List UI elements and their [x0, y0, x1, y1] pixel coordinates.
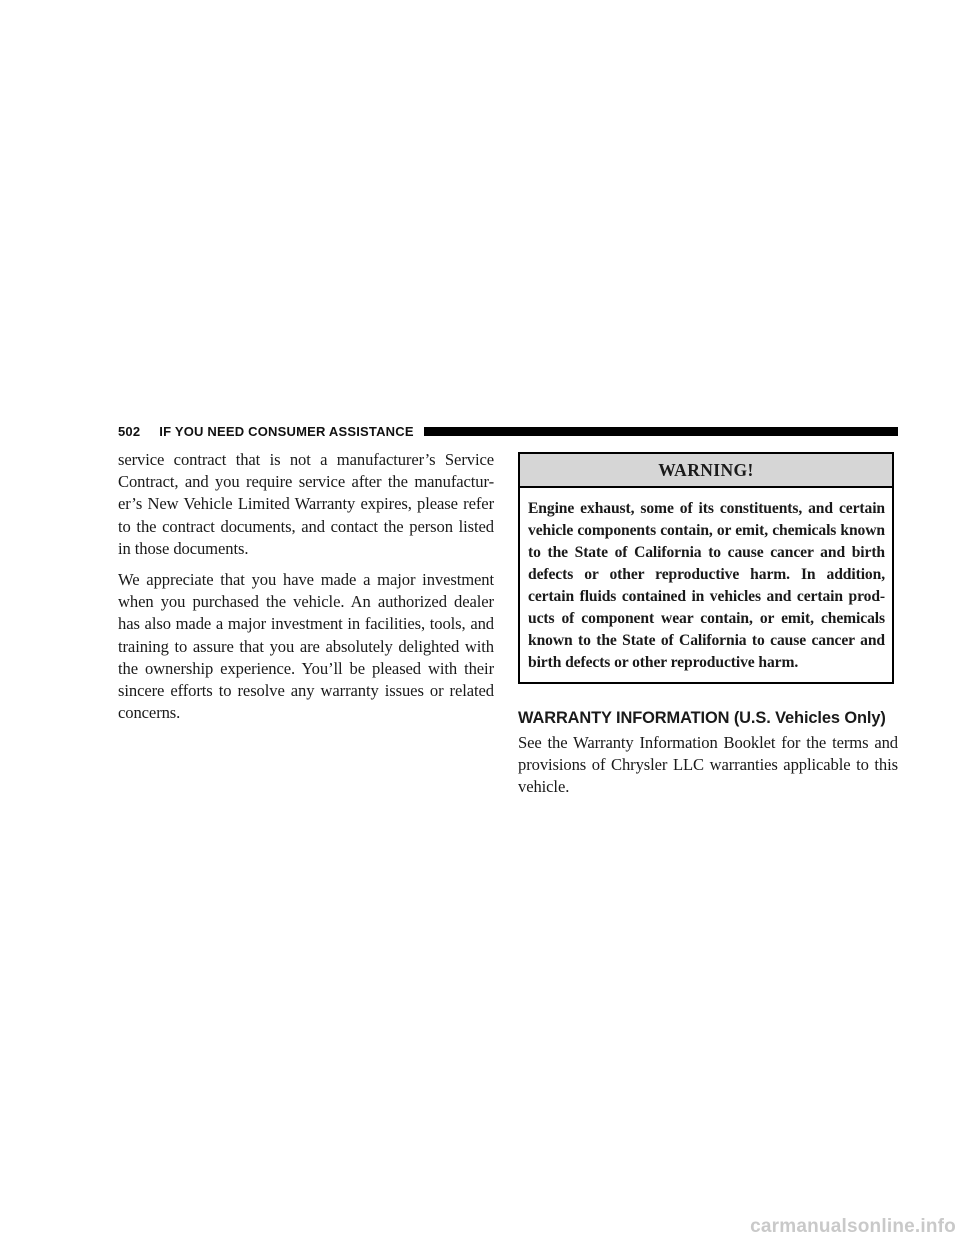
warning-box — [518, 452, 894, 684]
warning-title: WARNING! — [520, 454, 892, 488]
warranty-paragraph: See the Warranty Information Booklet for the terms and provisions of Chrysler LLC warranties applicable to this vehicle. — [518, 733, 898, 797]
paragraph-service-contract: service contract that is not a manufacturer’s Service Contract, and you require service after the manufactur-er’s New Vehicle Limited Warranty expires, please refer to the contract documents, and contact the person listed in those documents. — [118, 450, 494, 558]
paragraph-investment: We appreciate that you have made a major investment when you purchased the vehicle. An authorized dealer has also made a major investment in facilities, tools, and training to assure that you are absolutely delighted with the ownership experience. You’ll be pleased with their sincere efforts to resolve any warranty issues or related concerns. — [118, 570, 494, 723]
watermark: carmanualsonline.info — [750, 1216, 956, 1237]
warranty-heading: WARRANTY INFORMATION (U.S. Vehicles Only) — [518, 709, 886, 727]
right-column — [518, 452, 898, 799]
warning-text: Engine exhaust, some of its constituents, and certain vehicle components contain, or emit, chemicals known to the State of California to cause cancer and birth defects or other reproductive harm. In addition, certain fluids contained in vehicles and certain prod-ucts of component wear contain, or emit, chemicals known to the State of California to cause cancer and birth defects or other reproductive harm. — [528, 500, 885, 671]
page-number: 502 — [118, 423, 141, 439]
left-column — [118, 449, 494, 733]
page-header — [118, 422, 898, 440]
header-rule — [424, 427, 898, 436]
section-title-header: IF YOU NEED CONSUMER ASSISTANCE — [159, 423, 414, 439]
